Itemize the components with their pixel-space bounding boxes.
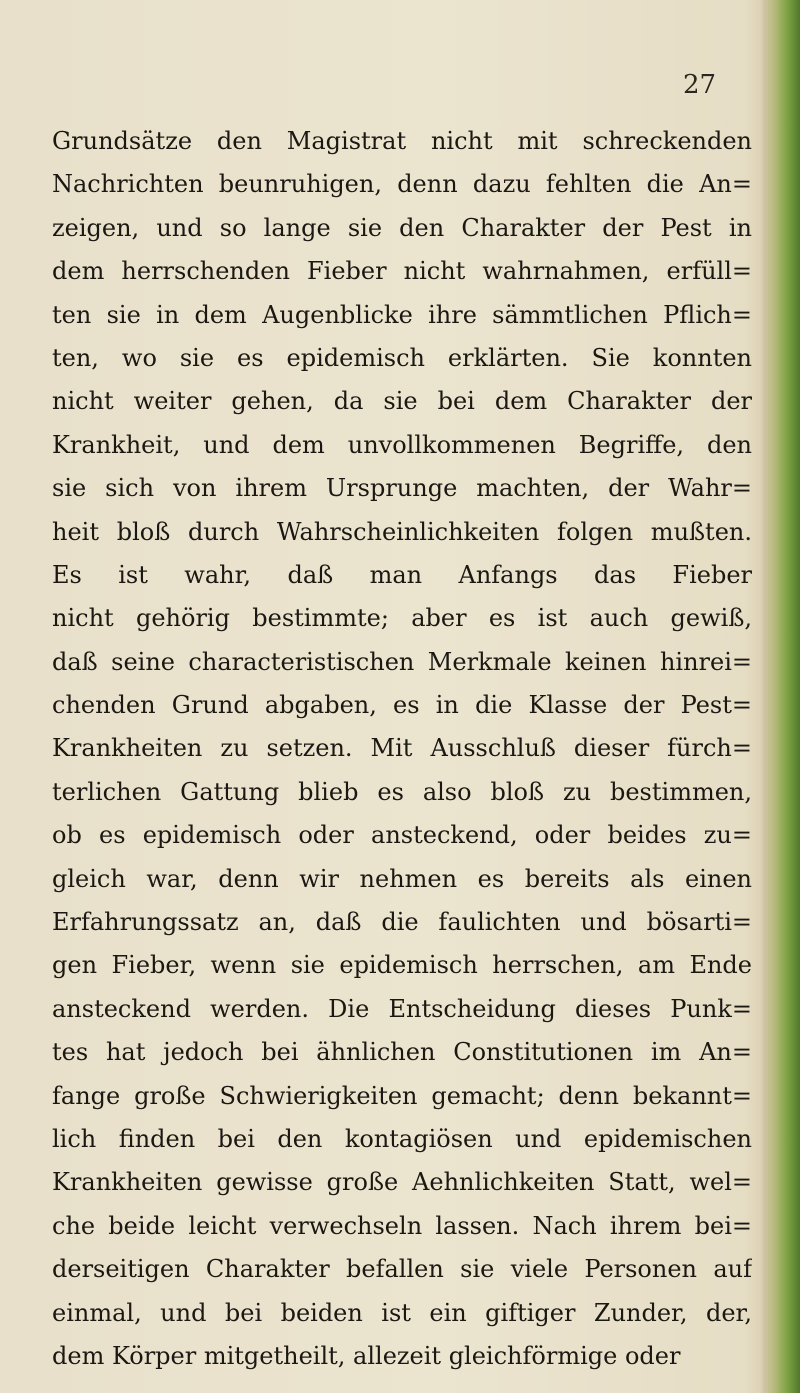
text-line: einmal, und bei beiden ist ein giftiger Zunder, der, [52,1298,752,1327]
text-line: dem Körper mitgetheilt, allezeit gleichförmige oder [52,1341,681,1370]
text-line: zeigen, und so lange sie den Charakter der Pest in [52,213,752,242]
text-line: gen Fieber, wenn sie epidemisch herrschen, am Ende [52,951,752,980]
text-line: dem herrschenden Fieber nicht wahrnahmen, erfüll= [52,257,752,286]
text-line: ansteckend werden. Die Entscheidung dieses Punk= [52,994,752,1023]
text-line: daß seine characteristischen Merkmale keinen hinrei= [52,647,752,676]
text-line: sie sich von ihrem Ursprunge machten, der Wahr= [52,474,752,503]
page-number: 27 [683,70,717,100]
text-line: ob es epidemisch oder ansteckend, oder beides zu= [52,821,752,850]
text-line: ten, wo sie es epidemisch erklärten. Sie konnten [52,343,752,372]
text-line: Erfahrungssatz an, daß die faulichten und bösarti= [52,908,752,937]
text-line: chenden Grund abgaben, es in die Klasse der Pest= [52,691,752,720]
text-line: Krankheiten zu setzen. Mit Ausschluß dieser fürch= [52,734,752,763]
text-line: Krankheit, und dem unvollkommenen Begriffe, den [52,430,752,459]
text-line: Krankheiten gewisse große Aehnlichkeiten Statt, wel= [52,1168,752,1197]
body-text [52,120,752,1378]
book-edge [766,0,800,1393]
text-line: fange große Schwierigkeiten gemacht; denn bekannt= [52,1081,752,1110]
text-line: Grundsätze den Magistrat nicht mit schreckenden [52,127,752,155]
text-line: Nachrichten beunruhigen, denn dazu fehlten die An= [52,170,752,199]
text-line: Es ist wahr, daß man Anfangs das Fieber [52,560,752,589]
text-line: nicht weiter gehen, da sie bei dem Charakter der [52,387,752,416]
text-line: ten sie in dem Augenblicke ihre sämmtlichen Pflich= [52,300,752,329]
text-line: che beide leicht verwechseln lassen. Nach ihrem bei= [52,1211,752,1240]
text-line: nicht gehörig bestimmte; aber es ist auch gewiß, [52,604,752,633]
text-line: heit bloß durch Wahrscheinlichkeiten folgen mußten. [52,517,752,546]
text-line: terlichen Gattung blieb es also bloß zu bestimmen, [52,777,752,806]
text-line: lich finden bei den kontagiösen und epidemischen [52,1124,752,1153]
text-line: derseitigen Charakter befallen sie viele Personen auf [52,1255,752,1284]
text-line: tes hat jedoch bei ähnlichen Constitutionen im An= [52,1038,752,1067]
text-line: gleich war, denn wir nehmen es bereits als einen [52,864,752,893]
